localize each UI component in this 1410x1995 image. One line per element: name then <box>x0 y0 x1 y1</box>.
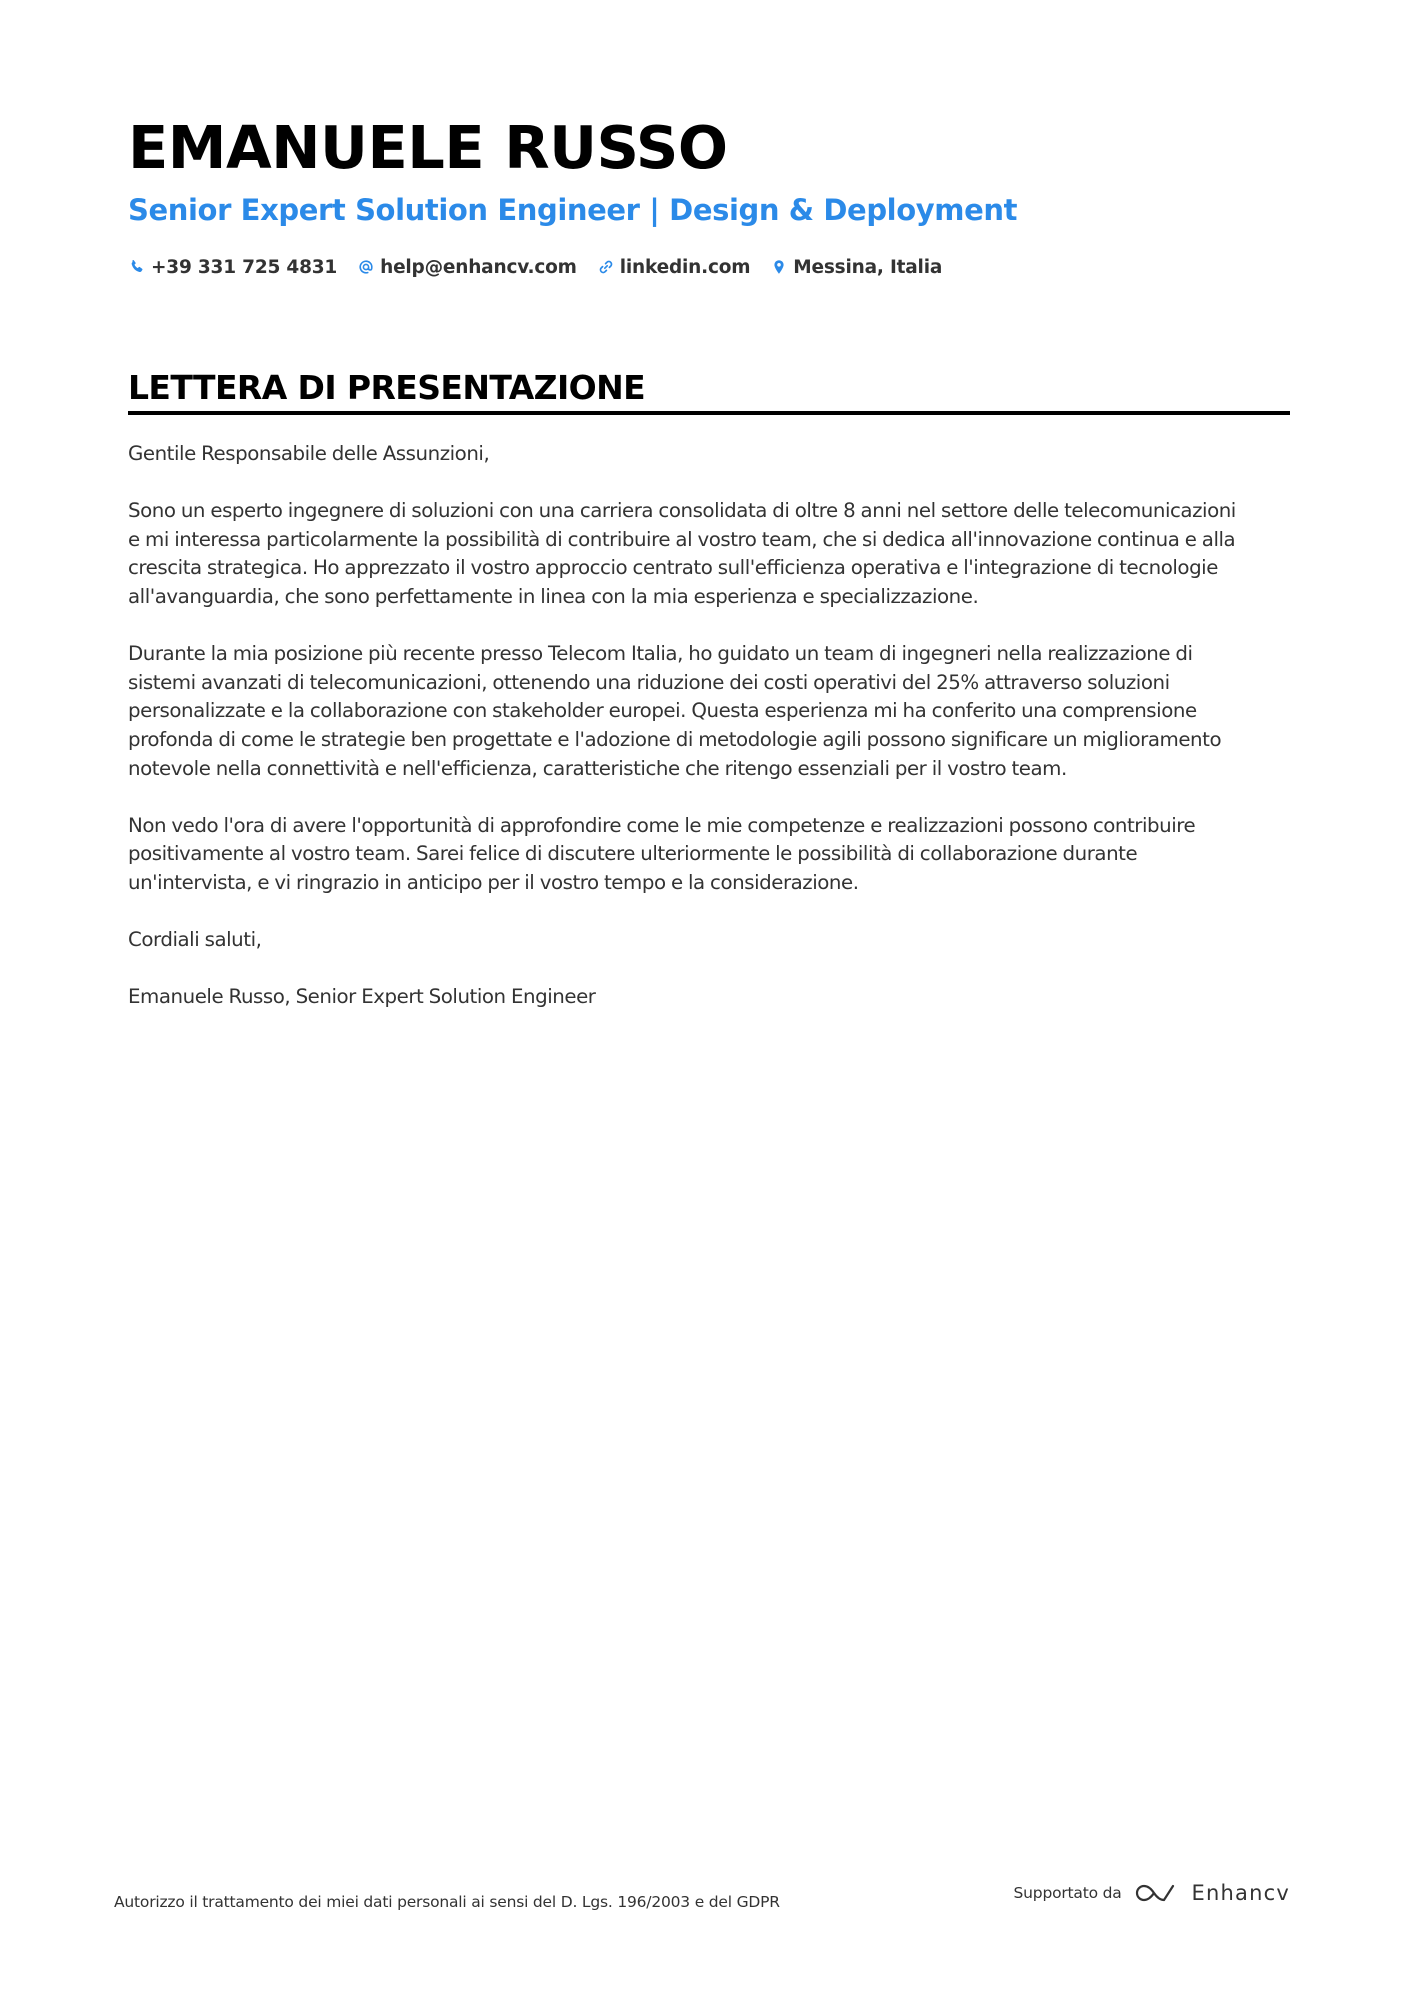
location: Messina, Italia <box>793 256 943 278</box>
letter-paragraph <box>128 812 1290 898</box>
privacy-consent: Autorizzo il trattamento dei miei dati personali ai sensi del D. Lgs. 196/2003 e del GDPR <box>114 1893 780 1911</box>
letter-closing: Cordiali saluti, <box>128 928 262 952</box>
section-divider <box>128 411 1290 415</box>
phone-number: +39 331 725 4831 <box>151 256 338 278</box>
powered-by[interactable] <box>1014 1880 1290 1906</box>
linkedin-url: linkedin.com <box>619 256 751 278</box>
contact-phone <box>128 257 337 278</box>
letter-body <box>128 440 1290 1040</box>
paragraph-line: personalizzate e la collaborazione con stakeholder europei. Questa esperienza mi ha conferito una comprensione <box>128 699 1197 723</box>
email-address: help@enhancv.com <box>380 256 577 278</box>
phone-icon <box>128 258 146 276</box>
location-pin-icon <box>770 258 788 276</box>
letter-greeting: Gentile Responsabile delle Assunzioni, <box>128 442 490 465</box>
paragraph-line: all'avanguardia, che sono perfettamente in linea con la mia esperienza e specializzazione. <box>128 584 979 608</box>
at-icon <box>357 258 375 276</box>
paragraph-line: notevole nella connettività e nell'efficienza, caratteristiche che ritengo essenziali per il vostro team. <box>128 756 1067 780</box>
paragraph-line: Non vedo l'ora di avere l'opportunità di approfondire come le mie competenze e realizzazioni possono contribuire <box>128 813 1196 837</box>
paragraph-line: crescita strategica. Ho apprezzato il vostro approccio centrato sull'efficienza operativa e l'integrazione di tecnologie <box>128 556 1218 580</box>
paragraph-line: sistemi avanzati di telecomunicazioni, ottenendo una riduzione dei costi operativi del 25% attraverso soluzioni <box>128 670 1170 694</box>
contact-email <box>357 257 577 278</box>
paragraph-line: Sono un esperto ingegnere di soluzioni con una carriera consolidata di oltre 8 anni nel settore delle telecomunicazioni <box>128 499 1236 523</box>
letter-signature: Emanuele Russo, Senior Expert Solution Engineer <box>128 985 596 1009</box>
paragraph-line: e mi interessa particolarmente la possibilità di contribuire al vostro team, che si dedica all'innovazione continua e alla <box>128 527 1236 551</box>
contact-bar <box>128 252 962 282</box>
contact-location <box>770 257 942 278</box>
link-icon <box>597 258 615 276</box>
paragraph-line: un'intervista, e vi ringrazio in anticipo per il vostro tempo e la considerazione. <box>128 870 859 894</box>
paragraph-line: positivamente al vostro team. Sarei felice di discutere ulteriormente le possibilità di collaborazione durante <box>128 842 1138 866</box>
powered-by-label: Supportato da <box>1013 1884 1122 1902</box>
paragraph-line: Durante la mia posizione più recente presso Telecom Italia, ho guidato un team di ingegneri nella realizzazione di <box>128 642 1193 666</box>
candidate-headline: Senior Expert Solution Engineer | Design & Deployment <box>128 193 1018 227</box>
section-title: LETTERA DI PRESENTAZIONE <box>128 368 646 407</box>
enhancv-brand-name: Enhancv <box>1191 1881 1290 1905</box>
paragraph-line: profonda di come le strategie ben progettate e l'adozione di metodologie agili possono significare un miglioramento <box>128 727 1222 751</box>
candidate-name: EMANUELE RUSSO <box>128 113 728 182</box>
enhancv-logo-icon <box>1134 1880 1180 1906</box>
letter-paragraph <box>128 497 1290 611</box>
contact-linkedin <box>597 257 751 278</box>
letter-paragraph <box>128 640 1290 783</box>
